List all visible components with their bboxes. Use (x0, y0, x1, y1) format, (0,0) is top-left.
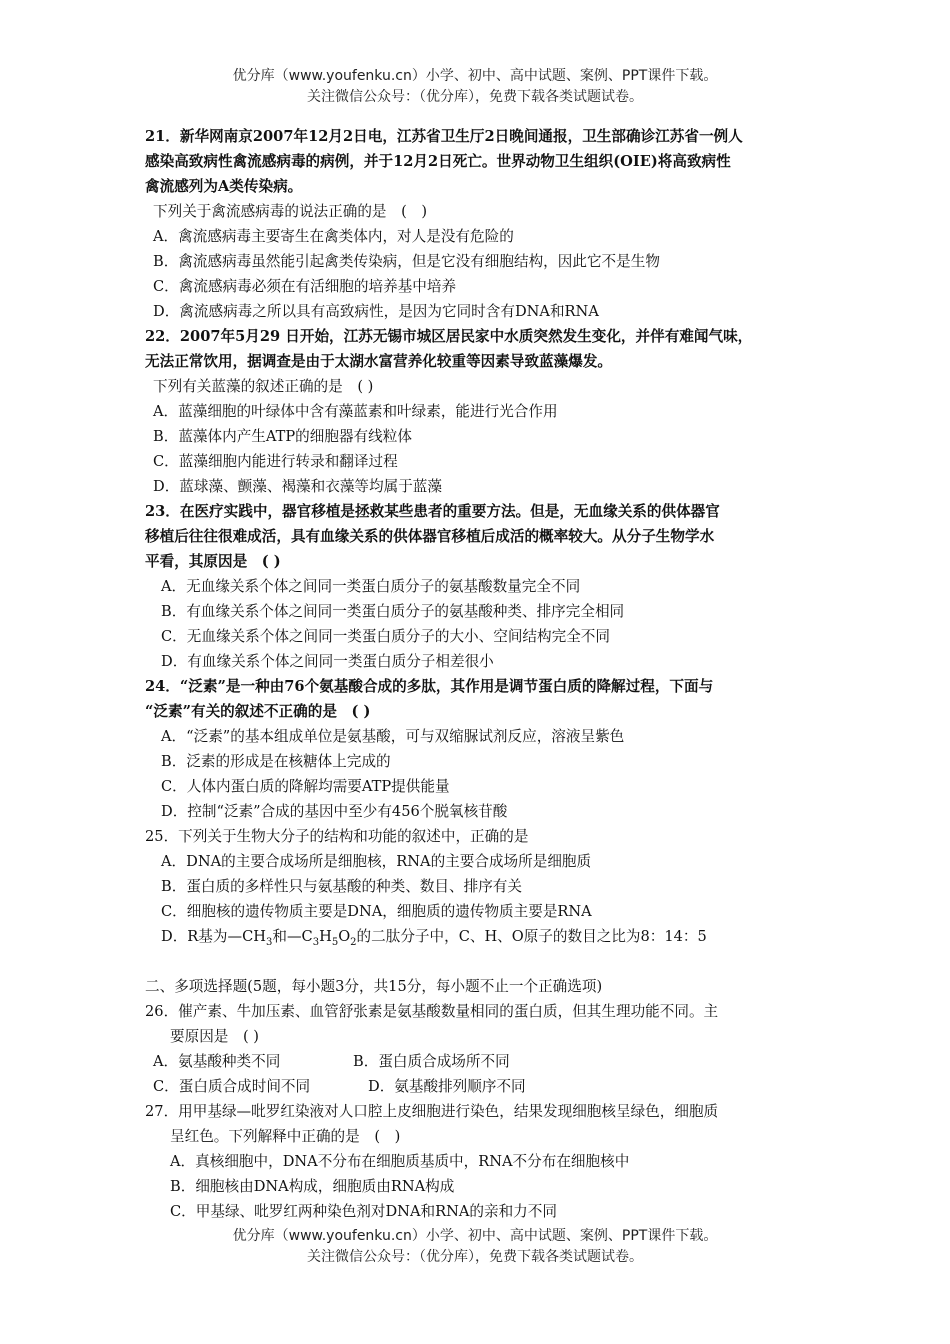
q25-d-part: H (319, 928, 332, 945)
q26-options-row (145, 1074, 805, 1099)
q27-stem-line: 27．用甲基绿—吡罗红染液对人口腔上皮细胞进行染色，结果发现细胞核呈绿色，细胞质 (145, 1103, 719, 1120)
q26-stem-line: 要原因是 ( ) (170, 1028, 259, 1045)
q22-question: 下列有关蓝藻的叙述正确的是 ( ) (153, 378, 374, 395)
q26-option-c: C．蛋白质合成时间不同 (153, 1078, 311, 1095)
question-22 (145, 324, 805, 499)
question-26 (145, 999, 805, 1099)
q25-d-part: 的二肽分子中，C、H、O原子的数目之比为8：14：5 (356, 928, 707, 945)
q24-option-a: A．“泛素”的基本组成单位是氨基酸，可与双缩脲试剂反应，溶液呈紫色 (161, 728, 625, 745)
q25-d-part: O (338, 928, 351, 945)
q26-option-d: D．氨基酸排列顺序不同 (368, 1078, 526, 1095)
q26-option-b: B．蛋白质合成场所不同 (353, 1053, 510, 1070)
q21-option-c: C．禽流感病毒必须在有活细胞的培养基中培养 (153, 278, 457, 295)
footer-line-2: 关注微信公众号：（优分库），免费下载各类试题试卷。 (307, 1249, 643, 1265)
q21-question: 下列关于禽流感病毒的说法正确的是 ( ) (153, 203, 428, 220)
q26-option-a: A．氨基酸种类不同 (153, 1053, 281, 1070)
q21-stem-line: 感染高致病性禽流感病毒的病例，并于12月2日死亡。世界动物卫生组织(OIE)将高致病性 (145, 153, 731, 170)
question-25 (145, 824, 805, 949)
question-23 (145, 499, 805, 674)
q22-option-a: A．蓝藻细胞的叶绿体中含有藻蓝素和叶绿素，能进行光合作用 (153, 403, 558, 420)
q25-option-c: C．细胞核的遗传物质主要是DNA，细胞质的遗传物质主要是RNA (161, 903, 592, 920)
question-27 (145, 1099, 805, 1224)
q21-option-d: D．禽流感病毒之所以具有高致病性，是因为它同时含有DNA和RNA (153, 303, 599, 320)
q27-stem-line: 呈红色。下列解释中正确的是 ( ) (170, 1128, 401, 1145)
q22-option-d: D．蓝球藻、颤藻、褐藻和衣藻等均属于蓝藻 (153, 478, 442, 495)
q27-option-c: C．甲基绿、吡罗红两种染色剂对DNA和RNA的亲和力不同 (170, 1203, 557, 1220)
q25-option-d (145, 924, 805, 949)
q25-d-part: D．R基为—CH (161, 928, 266, 945)
q23-stem-line: 移植后往往很难成活，具有血缘关系的供体器官移植后成活的概率较大。从分子生物学水 (145, 528, 715, 545)
q22-stem-line: 无法正常饮用，据调查是由于太湖水富营养化较重等因素导致蓝藻爆发。 (145, 353, 613, 370)
q23-option-d: D．有血缘关系个体之间同一类蛋白质分子相差很小 (161, 653, 494, 670)
q23-option-a: A．无血缘关系个体之间同一类蛋白质分子的氨基酸数量完全不同 (161, 578, 581, 595)
q22-option-c: C．蓝藻细胞内能进行转录和翻译过程 (153, 453, 398, 470)
q23-stem-line: 23．在医疗实践中，器官移植是拯救某些患者的重要方法。但是，无血缘关系的供体器官 (145, 503, 720, 520)
page-header (0, 66, 950, 108)
q26-options-row (145, 1049, 805, 1074)
q24-stem-line: “泛素”有关的叙述不正确的是 ( ) (145, 703, 371, 720)
q22-option-b: B．蓝藻体内产生ATP的细胞器有线粒体 (153, 428, 412, 445)
header-line-1: 优分库（www.youfenku.cn）小学、初中、高中试题、案例、PPT课件下载。 (232, 68, 718, 84)
page-footer (0, 1226, 950, 1268)
q24-option-b: B．泛素的形成是在核糖体上完成的 (161, 753, 391, 770)
q23-stem-line: 平看，其原因是 ( ) (145, 553, 281, 570)
q23-option-b: B．有血缘关系个体之间同一类蛋白质分子的氨基酸种类、排序完全相同 (161, 603, 625, 620)
section-2-heading: 二、多项选择题(5题，每小题3分，共15分，每小题不止一个正确选项) (145, 978, 603, 995)
header-line-2: 关注微信公众号：（优分库），免费下载各类试题试卷。 (307, 89, 643, 105)
question-21 (145, 124, 805, 324)
document-body (145, 124, 805, 1224)
q27-option-a: A．真核细胞中，DNA不分布在细胞质基质中，RNA不分布在细胞核中 (170, 1153, 630, 1170)
footer-line-1: 优分库（www.youfenku.cn）小学、初中、高中试题、案例、PPT课件下载。 (232, 1228, 718, 1244)
q24-option-c: C．人体内蛋白质的降解均需要ATP提供能量 (161, 778, 450, 795)
q27-option-b: B．细胞核由DNA构成，细胞质由RNA构成 (170, 1178, 455, 1195)
q21-stem-line: 21．新华网南京2007年12月2日电，江苏省卫生厅2日晚间通报，卫生部确诊江苏省一例人 (145, 128, 743, 145)
question-24 (145, 674, 805, 824)
q25-d-subscript: 3 (265, 936, 273, 948)
q22-stem-line: 22．2007年5月29 日开始，江苏无锡市城区居民家中水质突然发生变化，并伴有难闻气味， (145, 328, 753, 345)
q25-d-subscript: 2 (350, 936, 357, 948)
spacer (145, 949, 805, 974)
q26-stem-line: 26．催产素、牛加压素、血管舒张素是氨基酸数量相同的蛋白质，但其生理功能不同。主 (145, 1003, 719, 1020)
q25-d-subscript: 3 (312, 936, 320, 948)
q25-stem: 25．下列关于生物大分子的结构和功能的叙述中，正确的是 (145, 828, 529, 845)
q25-option-b: B．蛋白质的多样性只与氨基酸的种类、数目、排序有关 (161, 878, 522, 895)
q25-d-part: 和—C (272, 928, 313, 945)
q24-stem-line: 24．“泛素”是一种由76个氨基酸合成的多肽，其作用是调节蛋白质的降解过程，下面与 (145, 678, 714, 695)
q21-option-a: A．禽流感病毒主要寄生在禽类体内，对人是没有危险的 (153, 228, 514, 245)
q25-option-a: A．DNA的主要合成场所是细胞核，RNA的主要合成场所是细胞质 (161, 853, 592, 870)
q25-d-subscript: 5 (331, 936, 339, 948)
q23-option-c: C．无血缘关系个体之间同一类蛋白质分子的大小、空间结构完全不同 (161, 628, 610, 645)
q24-option-d: D．控制“泛素”合成的基因中至少有456个脱氧核苷酸 (161, 803, 508, 820)
q21-option-b: B．禽流感病毒虽然能引起禽类传染病，但是它没有细胞结构，因此它不是生物 (153, 253, 660, 270)
q21-stem-line: 禽流感列为A类传染病。 (145, 178, 303, 195)
